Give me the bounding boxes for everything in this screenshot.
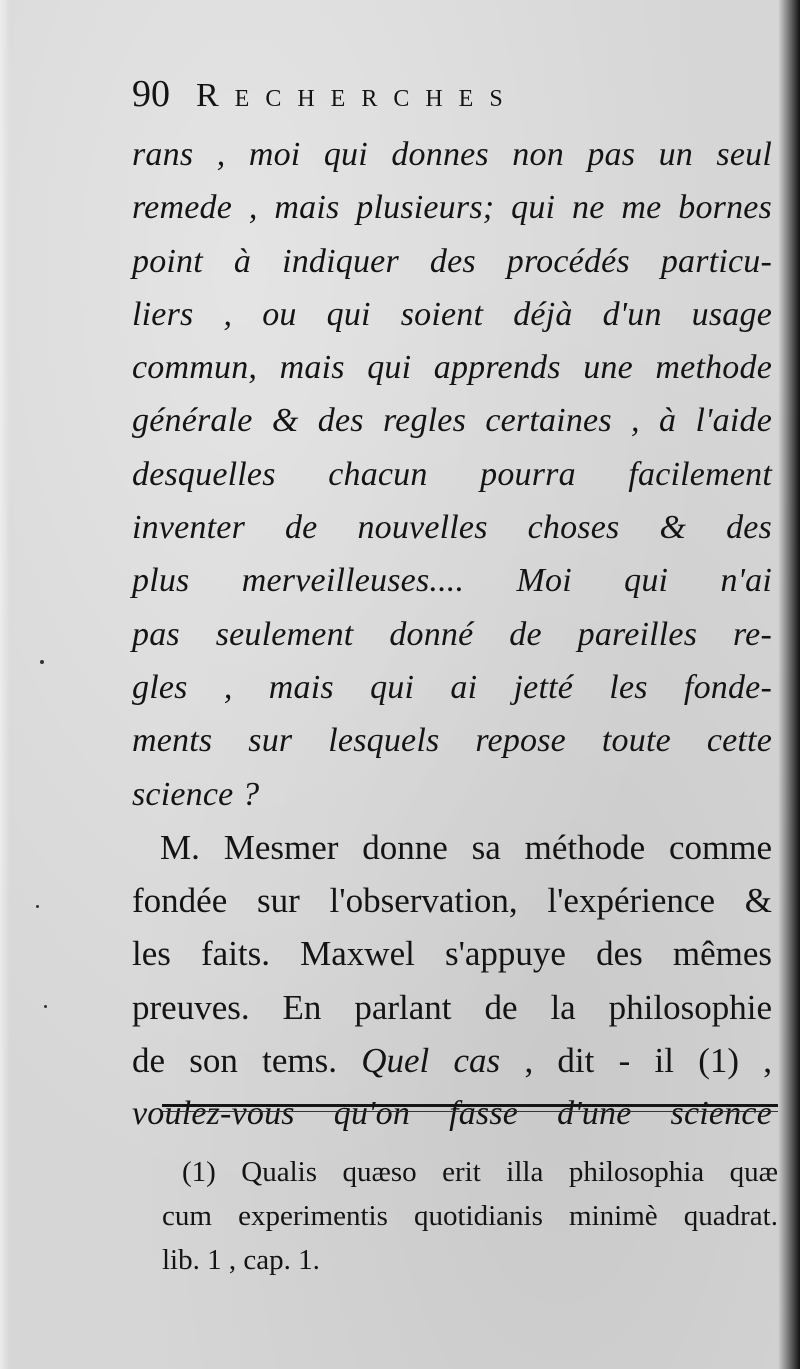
- text-line: preuves. En parlant de la philosophie: [132, 987, 772, 1027]
- footnote: [162, 1150, 778, 1282]
- text-segment-italic: Quel cas: [361, 1041, 501, 1081]
- text-line: desquelles chacun pourra facilement: [132, 455, 772, 493]
- text-line: inventer de nouvelles choses & des: [132, 509, 772, 547]
- text-line: remede , mais plusieurs; qui ne me bornes: [132, 189, 772, 227]
- page-right-edge-shadow: [778, 0, 800, 1369]
- footnote-rule: [162, 1104, 778, 1107]
- text-line: pas seulement donné de pareilles re-: [132, 615, 772, 653]
- page-number: 90: [132, 73, 170, 115]
- footnote-rule-thin: [162, 1111, 778, 1112]
- text-line: science ?: [132, 775, 260, 813]
- ink-speck: [40, 660, 44, 664]
- text-line: générale & des regles certaines , à l'aide: [132, 402, 772, 440]
- text-line: gles , mais qui ai jetté les fonde-: [132, 668, 772, 706]
- page-left-edge-shading: [0, 0, 10, 1369]
- text-line: les faits. Maxwel s'appuye des mêmes: [132, 934, 772, 974]
- text-line: M. Mesmer donne sa méthode comme: [160, 827, 772, 867]
- footnote-line: cum experimentis quotidianis minimè quadrat.: [162, 1200, 778, 1232]
- text-line: rans , moi qui donnes non pas un seul: [132, 136, 772, 173]
- running-title: Recherches: [196, 77, 519, 114]
- text-line-mixed: [132, 1034, 772, 1087]
- text-line: fondée sur l'observation, l'expérience &: [132, 881, 772, 921]
- text-line: voulez-vous qu'on fasse d'une science: [132, 1095, 772, 1133]
- footnote-line: lib. 1 , cap. 1.: [162, 1244, 320, 1276]
- body-text: [132, 128, 772, 1141]
- text-line: point à indiquer des procédés particu-: [132, 242, 772, 280]
- text-segment-roman: de son tems.: [132, 1041, 337, 1081]
- text-line: ments sur lesquels repose toute cette: [132, 722, 772, 760]
- ink-speck: [44, 1005, 47, 1008]
- text-segment-roman: , dit - il (1) ,: [524, 1041, 773, 1081]
- text-line: commun, mais qui apprends une methode: [132, 349, 772, 387]
- footnote-line: (1) Qualis quæso erit illa philosophia quæ: [182, 1156, 778, 1188]
- running-head: [132, 72, 692, 128]
- ink-speck: [36, 905, 39, 908]
- text-line: plus merveilleuses.... Moi qui n'ai: [132, 562, 772, 600]
- text-line: liers , ou qui soient déjà d'un usage: [132, 295, 772, 333]
